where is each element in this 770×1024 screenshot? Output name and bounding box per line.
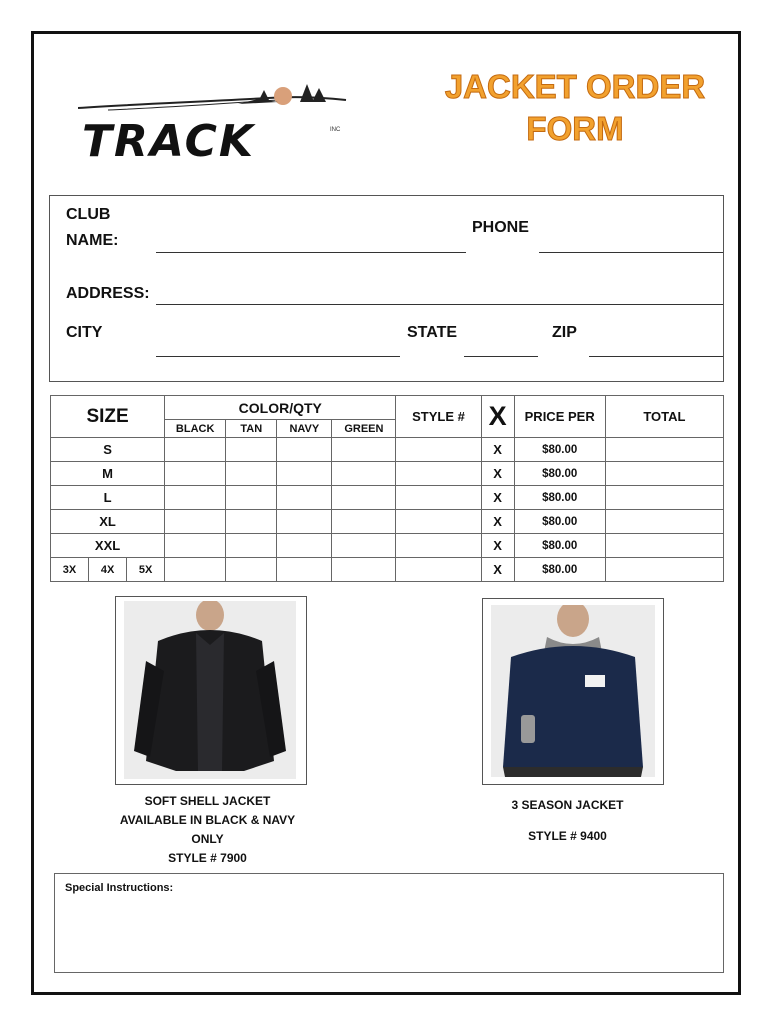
qty-navy-cell[interactable] [277,558,332,582]
phone-label: PHONE [472,219,529,236]
brand-name: TRACK [82,116,255,167]
qty-tan-cell[interactable] [226,462,277,486]
qty-black-cell[interactable] [165,558,226,582]
track-logo [78,80,348,167]
address-label: ADDRESS: [66,285,150,302]
color-qty-header: COLOR/QTY [165,396,396,420]
qty-green-cell[interactable] [332,438,396,462]
table-row [51,558,724,582]
style-cell[interactable] [396,510,481,534]
qty-tan-cell[interactable] [226,534,277,558]
total-cell[interactable] [605,558,723,582]
table-row [51,462,724,486]
soft-shell-name: SOFT SHELL JACKET [144,794,271,808]
qty-green-cell[interactable] [332,510,396,534]
price-cell: $80.00 [514,438,605,462]
club-info-section [49,195,724,382]
total-cell[interactable] [605,534,723,558]
form-title-line-1: JACKET ORDER [444,68,706,105]
x-cell: X [481,462,514,486]
color-tan-header: TAN [226,420,277,438]
x-cell: X [481,510,514,534]
table-row [51,438,724,462]
x-cell: X [481,438,514,462]
state-label: STATE [407,324,458,341]
total-cell[interactable] [605,462,723,486]
qty-green-cell[interactable] [332,558,396,582]
table-row [51,534,724,558]
black-jacket-icon [124,601,296,779]
qty-tan-cell[interactable] [226,486,277,510]
style-cell[interactable] [396,534,481,558]
x-header: X [481,396,514,438]
three-season-style: STYLE # 9400 [528,829,607,843]
three-season-name: 3 SEASON JACKET [511,798,624,812]
price-cell: $80.00 [514,510,605,534]
qty-tan-cell[interactable] [226,438,277,462]
qty-navy-cell[interactable] [277,486,332,510]
total-cell[interactable] [605,510,723,534]
size-header: SIZE [51,396,165,438]
color-black-header: BLACK [165,420,226,438]
zip-field[interactable] [589,356,723,357]
brand-suffix: INC [330,127,341,133]
price-cell: $80.00 [514,486,605,510]
soft-shell-style: STYLE # 7900 [168,851,247,865]
navy-jacket-icon [491,605,655,777]
soft-shell-availability-cont: ONLY [191,832,224,846]
size-cell-3x: 3X [51,558,89,582]
soft-shell-availability: AVAILABLE IN BLACK & NAVY [119,813,296,827]
total-cell[interactable] [605,486,723,510]
phone-field[interactable] [539,252,723,253]
qty-black-cell[interactable] [165,534,226,558]
name-label: NAME: [66,232,119,249]
city-label: CITY [66,324,103,341]
total-header: TOTAL [605,396,723,438]
qty-navy-cell[interactable] [277,534,332,558]
qty-navy-cell[interactable] [277,510,332,534]
size-cell: L [51,486,165,510]
three-season-jacket-photo [482,598,664,785]
special-instructions-box[interactable] [54,873,724,973]
club-name-field[interactable] [156,252,466,253]
total-cell[interactable] [605,438,723,462]
qty-tan-cell[interactable] [226,510,277,534]
qty-black-cell[interactable] [165,510,226,534]
qty-green-cell[interactable] [332,462,396,486]
x-cell: X [481,486,514,510]
soft-shell-caption [95,792,320,868]
club-label: CLUB [66,206,111,223]
price-cell: $80.00 [514,462,605,486]
table-row [51,510,724,534]
color-green-header: GREEN [332,420,396,438]
form-title [430,66,720,150]
form-title-line-2: FORM [526,110,624,147]
order-table [50,395,724,582]
price-header: PRICE PER [514,396,605,438]
qty-black-cell[interactable] [165,486,226,510]
qty-black-cell[interactable] [165,462,226,486]
style-cell[interactable] [396,462,481,486]
size-cell-4x: 4X [89,558,127,582]
soft-shell-jacket-photo [115,596,307,785]
size-cell: XXL [51,534,165,558]
qty-green-cell[interactable] [332,486,396,510]
color-navy-header: NAVY [277,420,332,438]
style-cell[interactable] [396,486,481,510]
address-field[interactable] [156,304,723,305]
x-cell: X [481,558,514,582]
size-cell: M [51,462,165,486]
qty-navy-cell[interactable] [277,438,332,462]
size-cell: XL [51,510,165,534]
zip-label: ZIP [552,324,577,341]
style-header: STYLE # [396,396,481,438]
qty-navy-cell[interactable] [277,462,332,486]
road-landscape-icon [78,80,348,120]
table-row [51,486,724,510]
city-field[interactable] [156,356,400,357]
size-cell-5x: 5X [127,558,165,582]
style-cell[interactable] [396,558,481,582]
size-cell: S [51,438,165,462]
style-cell[interactable] [396,438,481,462]
three-season-caption [480,796,655,846]
special-instructions-label: Special Instructions: [65,882,174,894]
price-cell: $80.00 [514,534,605,558]
qty-tan-cell[interactable] [226,558,277,582]
x-cell: X [481,534,514,558]
qty-black-cell[interactable] [165,438,226,462]
state-field[interactable] [464,356,538,357]
price-cell: $80.00 [514,558,605,582]
qty-green-cell[interactable] [332,534,396,558]
